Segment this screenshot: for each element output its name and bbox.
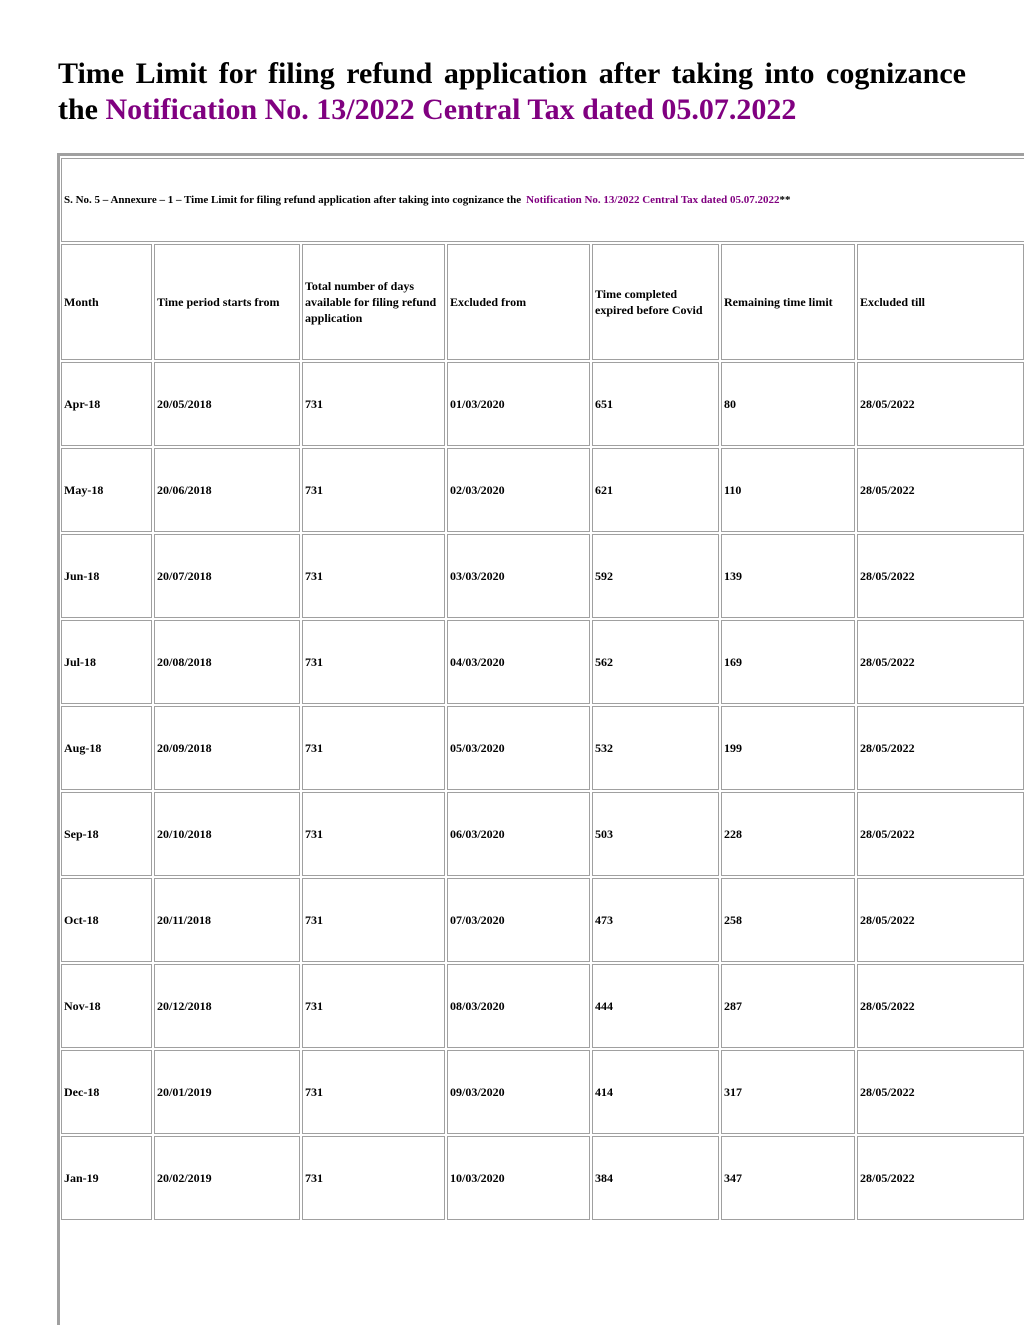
cell-remaining-time: 228 xyxy=(721,792,855,876)
cell-total-days: 731 xyxy=(302,964,445,1048)
cell-month: Oct-18 xyxy=(61,878,152,962)
cell-excluded-from: 09/03/2020 xyxy=(447,1050,590,1134)
cell-remaining-time: 80 xyxy=(721,362,855,446)
cell-start-date: 20/01/2019 xyxy=(154,1050,300,1134)
cell-remaining-time: 169 xyxy=(721,620,855,704)
cell-excluded-from: 07/03/2020 xyxy=(447,878,590,962)
cell-remaining-time: 317 xyxy=(721,1050,855,1134)
cell-excluded-from: 01/03/2020 xyxy=(447,362,590,446)
cell-time-completed: 473 xyxy=(592,878,719,962)
cell-excluded-till: 28/05/2022 xyxy=(857,448,1024,532)
cell-excluded-from: 10/03/2020 xyxy=(447,1136,590,1220)
cell-start-date: 20/10/2018 xyxy=(154,792,300,876)
header-total-days: Total number of days available for filing refund application xyxy=(302,244,445,360)
cell-month: Nov-18 xyxy=(61,964,152,1048)
cell-excluded-till: 28/05/2022 xyxy=(857,878,1024,962)
cell-remaining-time: 258 xyxy=(721,878,855,962)
cell-total-days: 731 xyxy=(302,792,445,876)
cell-remaining-time: 110 xyxy=(721,448,855,532)
cell-month: Aug-18 xyxy=(61,706,152,790)
header-time-period-starts-from: Time period starts from xyxy=(154,244,300,360)
cell-month: Apr-18 xyxy=(61,362,152,446)
cell-excluded-from: 05/03/2020 xyxy=(447,706,590,790)
cell-excluded-till: 28/05/2022 xyxy=(857,964,1024,1048)
header-month: Month xyxy=(61,244,152,360)
cell-time-completed: 562 xyxy=(592,620,719,704)
cell-excluded-from: 08/03/2020 xyxy=(447,964,590,1048)
caption-notification-link[interactable]: Notification No. 13/2022 Central Tax dated 05.07.2022 xyxy=(526,194,780,206)
cell-time-completed: 532 xyxy=(592,706,719,790)
cell-remaining-time: 287 xyxy=(721,964,855,1048)
page-title xyxy=(58,56,966,128)
header-excluded-from: Excluded from xyxy=(447,244,590,360)
cell-month: Jun-18 xyxy=(61,534,152,618)
cell-remaining-time: 347 xyxy=(721,1136,855,1220)
cell-total-days: 731 xyxy=(302,620,445,704)
header-remaining-time-limit: Remaining time limit xyxy=(721,244,855,360)
cell-start-date: 20/09/2018 xyxy=(154,706,300,790)
cell-time-completed: 592 xyxy=(592,534,719,618)
cell-excluded-till: 28/05/2022 xyxy=(857,792,1024,876)
cell-total-days: 731 xyxy=(302,362,445,446)
cell-excluded-till: 28/05/2022 xyxy=(857,620,1024,704)
cell-time-completed: 444 xyxy=(592,964,719,1048)
caption-suffix: ** xyxy=(779,194,791,206)
cell-start-date: 20/06/2018 xyxy=(154,448,300,532)
cell-total-days: 731 xyxy=(302,706,445,790)
header-time-completed: Time completed expired before Covid xyxy=(592,244,719,360)
cell-excluded-till: 28/05/2022 xyxy=(857,706,1024,790)
cell-start-date: 20/02/2019 xyxy=(154,1136,300,1220)
cell-time-completed: 384 xyxy=(592,1136,719,1220)
cell-excluded-from: 02/03/2020 xyxy=(447,448,590,532)
cell-excluded-from: 06/03/2020 xyxy=(447,792,590,876)
cell-start-date: 20/12/2018 xyxy=(154,964,300,1048)
cell-time-completed: 621 xyxy=(592,448,719,532)
page-title-text: Time Limit for filing refund application after taking into cognizance the xyxy=(58,57,966,126)
cell-time-completed: 651 xyxy=(592,362,719,446)
cell-time-completed: 414 xyxy=(592,1050,719,1134)
cell-total-days: 731 xyxy=(302,1050,445,1134)
cell-remaining-time: 199 xyxy=(721,706,855,790)
cell-start-date: 20/07/2018 xyxy=(154,534,300,618)
cell-excluded-till: 28/05/2022 xyxy=(857,534,1024,618)
cell-month: Jul-18 xyxy=(61,620,152,704)
cell-time-completed: 503 xyxy=(592,792,719,876)
cell-excluded-till: 28/05/2022 xyxy=(857,362,1024,446)
cell-month: Jan-19 xyxy=(61,1136,152,1220)
caption-text: S. No. 5 – Annexure – 1 – Time Limit for filing refund application after taking into cognizance the xyxy=(64,194,522,206)
cell-excluded-from: 03/03/2020 xyxy=(447,534,590,618)
table-caption xyxy=(61,158,1024,242)
header-excluded-till: Excluded till xyxy=(857,244,1024,360)
cell-start-date: 20/11/2018 xyxy=(154,878,300,962)
notification-link[interactable]: Notification No. 13/2022 Central Tax dated 05.07.2022 xyxy=(105,93,797,126)
cell-excluded-till: 28/05/2022 xyxy=(857,1136,1024,1220)
cell-remaining-time: 139 xyxy=(721,534,855,618)
cell-month: May-18 xyxy=(61,448,152,532)
cell-total-days: 731 xyxy=(302,1136,445,1220)
cell-month: Sep-18 xyxy=(61,792,152,876)
cell-excluded-from: 04/03/2020 xyxy=(447,620,590,704)
cell-month: Dec-18 xyxy=(61,1050,152,1134)
cell-total-days: 731 xyxy=(302,534,445,618)
cell-start-date: 20/05/2018 xyxy=(154,362,300,446)
cell-total-days: 731 xyxy=(302,448,445,532)
cell-start-date: 20/08/2018 xyxy=(154,620,300,704)
cell-excluded-till: 28/05/2022 xyxy=(857,1050,1024,1134)
cell-total-days: 731 xyxy=(302,878,445,962)
